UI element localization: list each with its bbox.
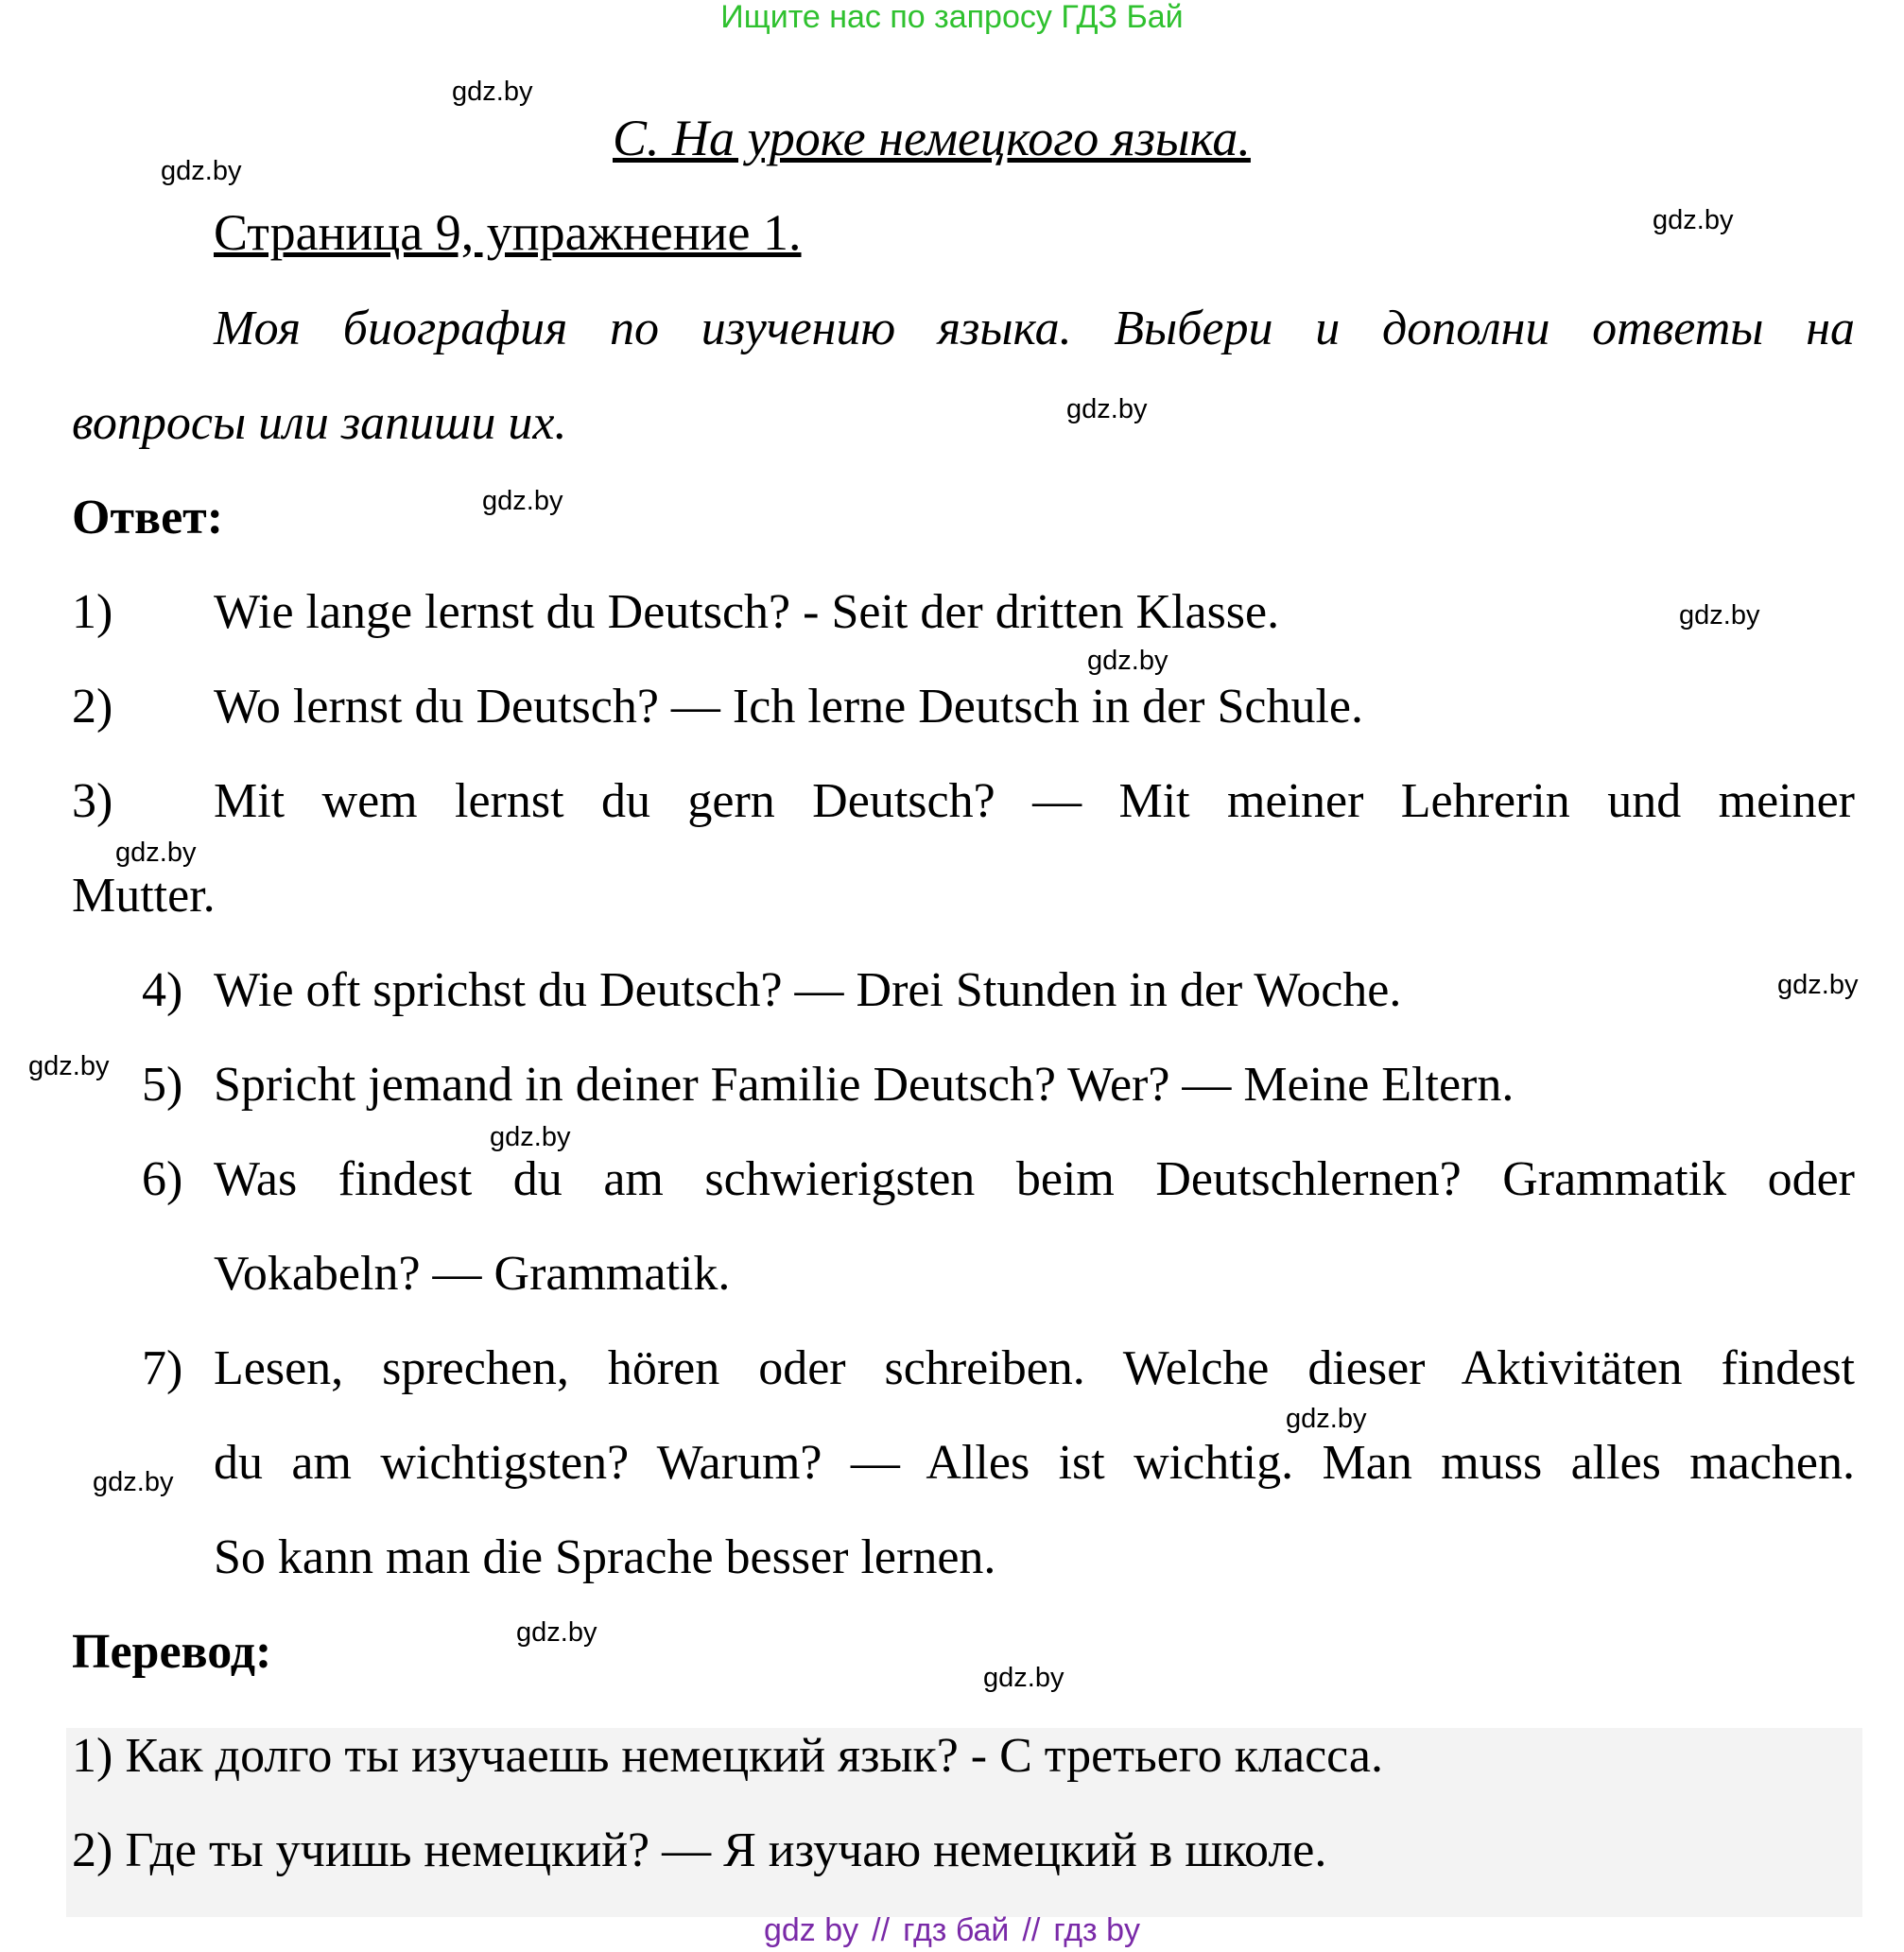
- answer-text: Wie oft sprichst du Deutsch? — Drei Stunden in der Woche.: [214, 963, 1402, 1017]
- watermark: gdz.by: [482, 486, 563, 516]
- task-line-1: Моя биография по изучению языка. Выбери и дополни ответы на: [214, 302, 1855, 355]
- watermark: gdz.by: [28, 1051, 110, 1081]
- answer-text: Mit wem lernst du gern Deutsch? — Mit meiner Lehrerin und meiner: [214, 774, 1855, 828]
- answer-text: Was findest du am schwierigsten beim Deutschlernen? Grammatik oder: [214, 1152, 1855, 1206]
- watermark: gdz.by: [1777, 970, 1859, 1000]
- footer-links: [0, 1911, 1904, 1952]
- watermark: gdz.by: [983, 1663, 1065, 1693]
- answer-heading: Ответ:: [72, 491, 224, 544]
- translation-heading: Перевод:: [72, 1625, 272, 1679]
- footer-separator: //: [1022, 1912, 1041, 1948]
- watermark: gdz.by: [1286, 1404, 1367, 1434]
- answer-text: Wo lernst du Deutsch? — Ich lerne Deutsch in der Schule.: [214, 680, 1364, 734]
- watermark: gdz.by: [516, 1617, 597, 1648]
- answer-text-continued: Mutter.: [72, 869, 216, 923]
- answer-number: 3): [72, 774, 113, 828]
- watermark: gdz.by: [490, 1122, 571, 1152]
- answer-number: 4): [142, 963, 183, 1017]
- answer-text: Spricht jemand in deiner Familie Deutsch? Wer? — Meine Eltern.: [214, 1058, 1515, 1112]
- page-reference: Страница 9, упражнение 1.: [214, 204, 802, 261]
- answer-text: Lesen, sprechen, hören oder schreiben. Welche dieser Aktivitäten findest: [214, 1341, 1855, 1395]
- footer-link-gdz-by-ru[interactable]: гдз by: [1053, 1912, 1140, 1948]
- watermark: gdz.by: [1087, 646, 1168, 676]
- answer-text-continued: So kann man die Sprache besser lernen.: [214, 1530, 996, 1584]
- footer-separator: //: [872, 1912, 891, 1948]
- watermark: gdz.by: [115, 838, 197, 868]
- answer-number: 5): [142, 1058, 183, 1112]
- answer-number: 1): [72, 585, 113, 639]
- footer-link-gdz-by[interactable]: gdz by: [763, 1912, 859, 1948]
- answer-number: 2): [72, 680, 113, 734]
- answer-number: 6): [142, 1152, 183, 1206]
- answer-text-continued: Vokabeln? — Grammatik.: [214, 1247, 731, 1301]
- watermark: gdz.by: [1653, 205, 1734, 235]
- answer-text-continued: du am wichtigsten? Warum? — Alles ist wichtig. Man muss alles machen.: [214, 1436, 1855, 1490]
- translation-line: 2) Где ты учишь немецкий? — Я изучаю немецкий в школе.: [72, 1823, 1327, 1877]
- watermark: gdz.by: [1679, 600, 1760, 631]
- translation-line: 1) Как долго ты изучаешь немецкий язык? - С третьего класса.: [72, 1729, 1383, 1783]
- answer-text: Wie lange lernst du Deutsch? - Seit der dritten Klasse.: [214, 585, 1280, 639]
- watermark: gdz.by: [452, 77, 533, 107]
- footer-link-gdz-bai[interactable]: гдз бай: [903, 1912, 1010, 1948]
- section-title: C. На уроке немецкого языка.: [613, 110, 1251, 166]
- watermark: gdz.by: [1066, 394, 1148, 424]
- answer-number: 7): [142, 1341, 183, 1395]
- task-line-2: вопросы или запиши их.: [72, 396, 567, 450]
- watermark: gdz.by: [161, 156, 242, 186]
- watermark: gdz.by: [93, 1467, 174, 1497]
- top-banner[interactable]: Ищите нас по запросу ГДЗ Бай: [720, 0, 1184, 35]
